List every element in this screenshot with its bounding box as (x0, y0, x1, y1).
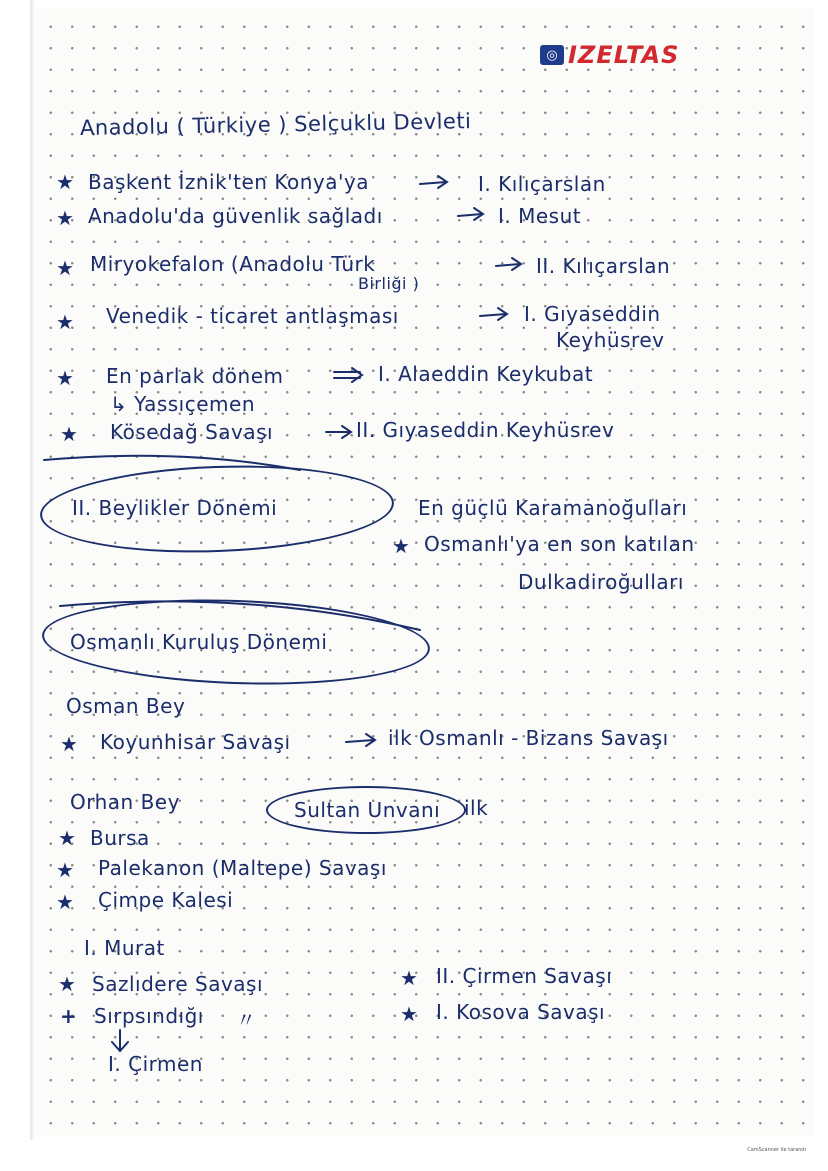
seljuk-answer-5: I. Alaeddin Keykubat (378, 362, 594, 386)
bullet-star-icon: ★ (56, 170, 75, 194)
murat-left-item-1: Sazlıdere Savaşı (92, 972, 264, 996)
bullet-star-icon: ★ (60, 732, 79, 756)
seljuk-answer-3: II. Kılıçarslan (536, 254, 671, 278)
brand-wordmark: IZELTAS (568, 41, 680, 69)
ditto-mark: 〃 (236, 1008, 257, 1032)
brand-logo (540, 40, 679, 70)
bullet-star-icon: ★ (56, 366, 75, 390)
seljuk-answer-4-cont: Keyhüsrev (556, 328, 665, 352)
bullet-star-icon: ★ (58, 826, 77, 850)
bullet-star-icon: ★ (56, 858, 75, 882)
osman-item-1-answer: ilk Osmanlı - Bizans Savaşı (388, 726, 669, 750)
scanner-watermark: CamScanner ile tarandı (747, 1147, 806, 1153)
murat-name: I. Murat (84, 936, 165, 960)
seljuk-answer-2: I. Mesut (498, 204, 582, 228)
seljuk-answer-4: I. Gıyaseddin (524, 302, 661, 326)
seljuk-topic-2: Anadolu'da güvenlik sağladı (88, 204, 383, 228)
bullet-star-icon: ★ (392, 534, 411, 558)
beylikler-line-1: En güçlü Karamanoğulları (418, 496, 688, 520)
orhan-bey-name: Orhan Bey (70, 790, 180, 814)
bullet-star-icon: ★ (56, 256, 75, 280)
seljuk-answer-1: I. Kılıçarslan (478, 172, 606, 196)
murat-right-item-2: I. Kosova Savaşı (436, 1000, 606, 1024)
seljuk-topic-1: Başkent İznik'ten Konya'ya (88, 170, 370, 194)
orhan-item-1: Bursa (90, 826, 150, 850)
bullet-star-icon: ★ (56, 890, 75, 914)
beylikler-heading: II. Beylikler Dönemi (72, 496, 278, 520)
bullet-star-icon: ★ (60, 422, 79, 446)
brand-emblem-icon: ◎ (540, 45, 564, 65)
murat-under-item: I. Çirmen (108, 1052, 203, 1076)
seljuk-topic-3-cont: Birliği ) (358, 274, 420, 293)
osmanli-heading: Osmanlı Kuruluş Dönemi (70, 630, 328, 654)
murat-right-item-1: II. Çirmen Savaşı (436, 964, 613, 988)
murat-left-item-2: Sırpsındığı (94, 1004, 204, 1028)
seljuk-topic-3: Miryokefalon (Anadolu Türk (90, 252, 376, 276)
seljuk-topic-4: Venedik - ticaret antlaşması (106, 304, 399, 328)
osman-bey-name: Osman Bey (66, 694, 186, 718)
beylikler-line-3: Dulkadiroğulları (518, 570, 684, 594)
bullet-plus-icon: + (60, 1004, 78, 1028)
bullet-star-icon: ★ (58, 972, 77, 996)
osman-item-1: Koyunhisar Savaşı (100, 730, 291, 754)
orhan-item-2: Palekanon (Maltepe) Savaşı (98, 856, 387, 880)
beylikler-line-2: Osmanlı'ya en son katılan (424, 532, 695, 556)
bullet-star-icon: ★ (400, 966, 419, 990)
seljuk-topic-5: En parlak dönem (106, 364, 284, 388)
page-title: Anadolu ( Türkiye ) Selçuklu Devleti (79, 109, 472, 140)
orhan-note: Sultan Unvanı (294, 798, 441, 822)
seljuk-subnote-5: ↳ Yassıçemen (110, 392, 255, 416)
seljuk-answer-6: II. Gıyaseddin Keyhüsrev (356, 418, 615, 442)
bullet-star-icon: ★ (56, 310, 75, 334)
bullet-star-icon: ★ (56, 206, 75, 230)
bullet-star-icon: ★ (400, 1002, 419, 1026)
seljuk-topic-6: Kösedağ Savaşı (110, 420, 274, 444)
orhan-item-3: Çimpe Kalesi (98, 888, 234, 912)
orhan-note-suffix: ilk (464, 796, 489, 820)
